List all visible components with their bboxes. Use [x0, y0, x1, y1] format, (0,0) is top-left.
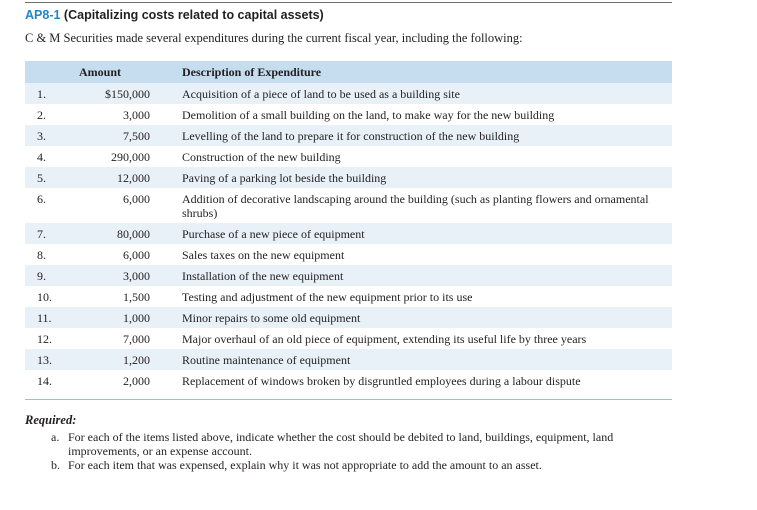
table-body	[25, 83, 672, 391]
row-amount: 7,000	[123, 332, 150, 346]
table-bottom-rule	[25, 399, 672, 400]
row-number: 14.	[37, 374, 52, 388]
row-number: 10.	[37, 290, 52, 304]
row-description: Minor repairs to some old equipment	[182, 311, 361, 325]
row-description: Acquisition of a piece of land to be used as a building site	[182, 87, 460, 101]
row-amount: 290,000	[111, 150, 150, 164]
row-amount: $150,000	[105, 87, 150, 101]
required-item-b	[51, 458, 681, 472]
row-amount: 3,000	[123, 108, 150, 122]
row-amount: 80,000	[117, 227, 150, 241]
table-row	[25, 265, 672, 286]
table-row	[25, 167, 672, 188]
row-description: Major overhaul of an old piece of equipment, extending its useful life by three years	[182, 332, 587, 346]
row-amount: 6,000	[123, 192, 150, 206]
row-description: Testing and adjustment of the new equipment prior to its use	[182, 290, 473, 304]
table-row	[25, 328, 672, 349]
row-description: Paving of a parking lot beside the building	[182, 171, 387, 185]
row-number: 7.	[37, 227, 46, 241]
header-number	[25, 61, 79, 83]
row-number: 1.	[37, 87, 46, 101]
problem-title: (Capitalizing costs related to capital assets)	[63, 8, 324, 22]
row-number: 8.	[37, 248, 46, 262]
row-number: 3.	[37, 129, 46, 143]
expenditures-table	[25, 61, 672, 391]
table-row	[25, 83, 672, 104]
required-item-letter: b.	[51, 458, 60, 472]
table-row	[25, 223, 672, 244]
row-amount: 2,000	[123, 374, 150, 388]
table-row	[25, 286, 672, 307]
row-amount: 1,000	[123, 311, 150, 325]
row-number: 11.	[37, 311, 52, 325]
row-description: Routine maintenance of equipment	[182, 353, 351, 367]
header-description: Description of Expenditure	[182, 65, 322, 79]
table-header-row	[25, 61, 672, 83]
table-row	[25, 146, 672, 167]
table-row	[25, 307, 672, 328]
row-number: 5.	[37, 171, 46, 185]
problem-code: AP8-1	[25, 8, 61, 22]
table-row	[25, 244, 672, 265]
top-rule	[25, 2, 672, 3]
row-number: 9.	[37, 269, 46, 283]
table-row	[25, 188, 672, 223]
row-description: Replacement of windows broken by disgruntled employees during a labour dispute	[182, 374, 581, 388]
row-description: Addition of decorative landscaping around the building (such as planting flowers and ornamental shrubs)	[182, 192, 649, 220]
required-label: Required:	[25, 413, 77, 427]
row-description: Levelling of the land to prepare it for construction of the new building	[182, 129, 520, 143]
header-amount: Amount	[79, 65, 122, 79]
row-number: 13.	[37, 353, 52, 367]
row-description: Demolition of a small building on the land, to make way for the new building	[182, 108, 555, 122]
row-description: Purchase of a new piece of equipment	[182, 227, 365, 241]
row-description: Construction of the new building	[182, 150, 341, 164]
row-amount: 1,200	[123, 353, 150, 367]
row-description: Sales taxes on the new equipment	[182, 248, 345, 262]
row-amount: 3,000	[123, 269, 150, 283]
problem-heading	[25, 8, 324, 22]
row-number: 12.	[37, 332, 52, 346]
problem-intro: C & M Securities made several expenditures during the current fiscal year, including the following:	[25, 31, 523, 45]
row-amount: 12,000	[117, 171, 150, 185]
row-amount: 7,500	[123, 129, 150, 143]
required-item-letter: a.	[51, 430, 60, 444]
table-row	[25, 104, 672, 125]
row-description: Installation of the new equipment	[182, 269, 344, 283]
required-item-text: For each of the items listed above, indicate whether the cost should be debited to land, buildings, equipment, land improvements, or an expense account.	[68, 430, 614, 458]
row-number: 6.	[37, 192, 46, 206]
row-amount: 1,500	[123, 290, 150, 304]
table-row	[25, 349, 672, 370]
required-item-a	[51, 430, 681, 458]
table-row	[25, 370, 672, 391]
required-item-text: For each item that was expensed, explain why it was not appropriate to add the amount to an asset.	[68, 458, 542, 472]
table-row	[25, 125, 672, 146]
row-number: 4.	[37, 150, 46, 164]
row-number: 2.	[37, 108, 46, 122]
required-list	[51, 430, 681, 472]
row-amount: 6,000	[123, 248, 150, 262]
